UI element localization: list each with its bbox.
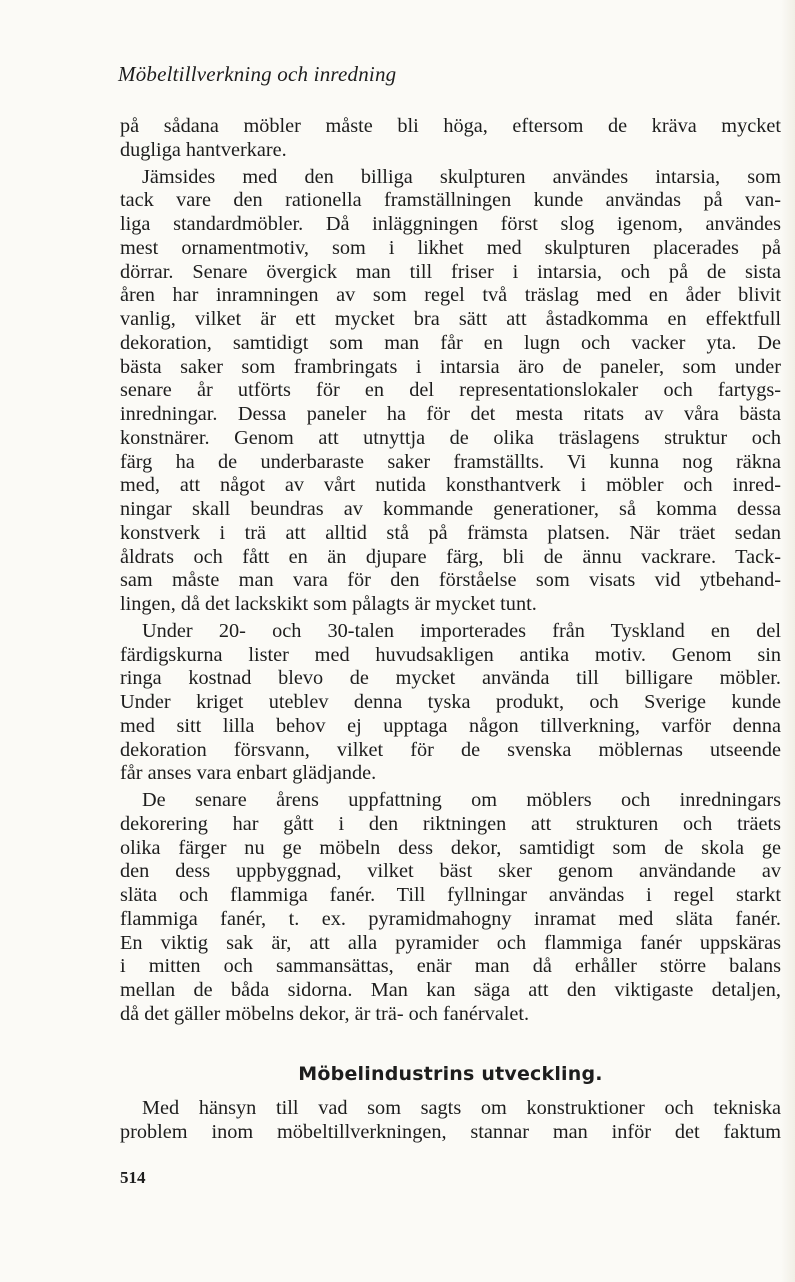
section-heading: Möbelindustrins utveckling. [298,1063,603,1085]
text-line: senare år utförts för en del representationslokaler och fartygs- [120,379,781,402]
text-line: dekoration försvann, vilket för de svenska möblernas utseende [120,738,781,761]
text-line: ringa kostnad blevo de mycket använda till billigare möbler. [120,667,781,690]
text-line: De senare årens uppfattning om möblers och inredningars [142,789,781,811]
body-text [120,115,781,1027]
text-line: färdigskurna lister med huvudsakligen antika motiv. Genom sin [120,643,781,666]
text-line: dugliga hantverkare. [120,138,287,161]
section-body-text [120,1097,781,1145]
text-line: då det gäller möbelns dekor, är trä- och fanérvalet. [120,1002,530,1025]
text-line: dekorering har gått i den riktningen att strukturen och träets [120,812,781,835]
text-line: ningar skall beundras av kommande generationer, så komma dessa [120,498,781,520]
text-line: dörrar. Senare övergick man till friser i intarsia, och på de sista [120,260,781,283]
text-line: problem inom möbeltillverkningen, stannar man inför det faktum [120,1120,781,1143]
running-head: Möbeltillverkning och inredning [118,62,397,86]
text-line: inredningar. Dessa paneler ha för det mesta ritats av våra bästa [120,403,781,425]
text-line: åldrats och fått en än djupare färg, bli de ännu vackrare. Tack- [120,545,781,568]
text-line: släta och flammiga fanér. Till fyllningar användas i regel starkt [120,884,781,906]
text-line: olika färger nu ge möbeln dess dekor, samtidigt som de skola ge [120,836,781,859]
page-edge [781,0,795,1282]
text-line: med, att något av vårt nutida konsthantverk i möbler och inred- [120,474,781,497]
text-line: Med hänsyn till vad som sagts om konstruktioner och tekniska [142,1097,781,1119]
text-line: konstnärer. Genom att utnyttja de olika träslagens struktur och [120,426,781,449]
text-line: lingen, då det lackskikt som pålagts är mycket tunt. [120,593,537,615]
text-line: färg ha de underbaraste saker framställts. Vi kunna nog räkna [120,450,781,473]
text-line: Jämsides med den billiga skulpturen användes intarsia, som [142,165,781,188]
text-line: vanlig, vilket är ett mycket bra sätt att åstadkomma en effektfull [120,308,781,330]
text-line: konstverk i trä att alltid stå på främsta platsen. När träet sedan [120,521,781,544]
text-line: får anses vara enbart glädjande. [120,762,377,785]
text-line: den dess uppbyggnad, vilket bäst sker genom användande av [120,860,781,883]
text-line: på sådana möbler måste bli höga, eftersom de kräva mycket [120,115,781,137]
text-line: liga standardmöbler. Då inläggningen först slog igenom, användes [120,213,781,235]
text-line: mest ornamentmotiv, som i likhet med skulpturen placerades på [120,236,781,259]
text-line: sam måste man vara för den förståelse som visats vid ytbehand- [120,569,781,592]
text-line: dekoration, samtidigt som man får en lugn och vacker yta. De [120,331,781,354]
text-line: flammiga fanér, t. ex. pyramidmahogny inramat med släta fanér. [120,907,781,930]
text-line: med sitt lilla behov ej upptaga någon tillverkning, varför denna [120,714,781,737]
text-line: tack vare den rationella framställningen kunde användas på van- [120,189,781,212]
text-line: bästa saker som frambringats i intarsia äro de paneler, som under [120,355,781,378]
text-line: åren har inramningen av som regel två träslag med en åder blivit [120,284,781,307]
page-number: 514 [120,1168,146,1187]
text-line: mellan de båda sidorna. Man kan säga att den viktigaste detaljen, [120,979,781,1001]
text-line: En viktig sak är, att alla pyramider och flammiga fanér uppskäras [120,931,781,954]
text-line: i mitten och sammansättas, enär man då erhåller större balans [120,955,781,978]
text-line: Under kriget uteblev denna tyska produkt, och Sverige kunde [120,691,781,713]
text-line: Under 20- och 30-talen importerades från Tyskland en del [142,619,781,642]
